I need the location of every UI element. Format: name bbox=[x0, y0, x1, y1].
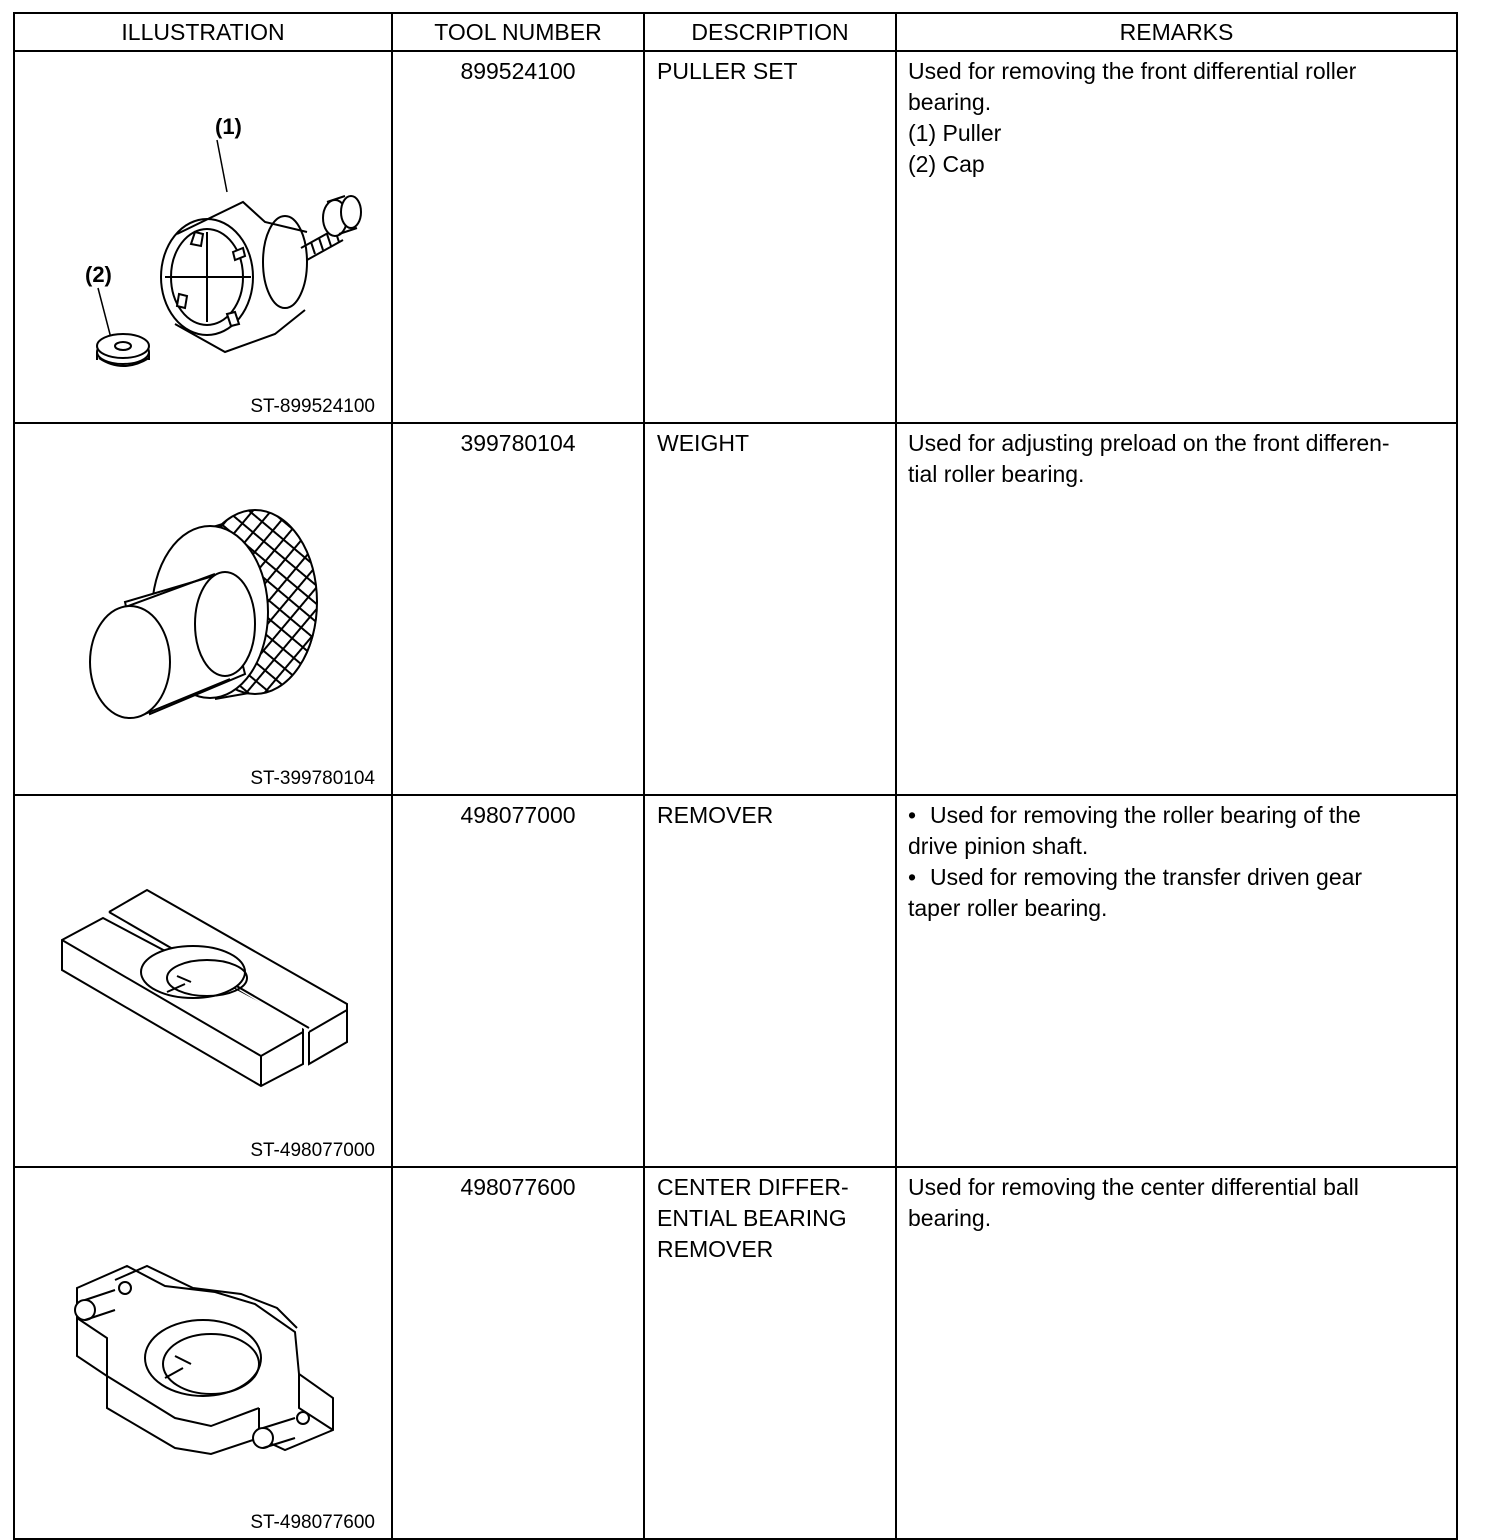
header-remarks: REMARKS bbox=[896, 13, 1457, 51]
remarks-cell bbox=[896, 423, 1457, 795]
description-line: ENTIAL BEARING bbox=[657, 1205, 847, 1231]
tool-number-cell: 498077000 bbox=[392, 795, 644, 1167]
table-row bbox=[14, 795, 1457, 1167]
header-illustration: ILLUSTRATION bbox=[14, 13, 392, 51]
remover-illustration bbox=[15, 796, 392, 1162]
remarks-cell bbox=[896, 1167, 1457, 1539]
description-line: REMOVER bbox=[657, 1236, 774, 1262]
description-line: PULLER SET bbox=[657, 58, 798, 84]
header-row bbox=[14, 13, 1457, 51]
description-line: REMOVER bbox=[657, 802, 774, 828]
tool-number-cell: 899524100 bbox=[392, 51, 644, 423]
description-cell bbox=[644, 795, 896, 1167]
weight-illustration bbox=[15, 424, 392, 790]
tool-number-cell: 399780104 bbox=[392, 423, 644, 795]
remarks-cell bbox=[896, 51, 1457, 423]
illustration-cell bbox=[14, 795, 392, 1167]
special-tools-table bbox=[13, 12, 1458, 1540]
description-line: WEIGHT bbox=[657, 430, 749, 456]
illustration-cell bbox=[14, 51, 392, 423]
illustration-code: ST-498077000 bbox=[250, 1140, 375, 1161]
puller-set-illustration bbox=[15, 52, 392, 418]
callout-1-label: (1) bbox=[215, 114, 242, 139]
illustration-code: ST-899524100 bbox=[250, 396, 375, 417]
description-cell bbox=[644, 1167, 896, 1539]
remarks-line: (2) Cap bbox=[908, 151, 985, 177]
remarks-line: drive pinion shaft. bbox=[908, 833, 1089, 859]
header-tool-number: TOOL NUMBER bbox=[392, 13, 644, 51]
remarks-line: (1) Puller bbox=[908, 120, 1002, 146]
remarks-bullet: • Used for removing the transfer driven gear bbox=[908, 862, 1446, 893]
header-description: DESCRIPTION bbox=[644, 13, 896, 51]
remarks-line: bearing. bbox=[908, 1205, 992, 1231]
description-cell bbox=[644, 51, 896, 423]
callout-2-label: (2) bbox=[85, 262, 112, 287]
illustration-code: ST-498077600 bbox=[250, 1512, 375, 1533]
remarks-line: Used for adjusting preload on the front differen- bbox=[908, 430, 1390, 456]
illustration-code: ST-399780104 bbox=[250, 768, 375, 789]
tool-number-cell: 498077600 bbox=[392, 1167, 644, 1539]
remarks-bullet: • Used for removing the roller bearing of the bbox=[908, 800, 1446, 831]
center-differential-bearing-remover-illustration bbox=[15, 1168, 392, 1534]
illustration-cell bbox=[14, 423, 392, 795]
remarks-line: Used for removing the front differential roller bbox=[908, 58, 1357, 84]
remarks-line: taper roller bearing. bbox=[908, 895, 1108, 921]
description-line: CENTER DIFFER- bbox=[657, 1174, 849, 1200]
remarks-cell bbox=[896, 795, 1457, 1167]
table-row bbox=[14, 51, 1457, 423]
description-cell bbox=[644, 423, 896, 795]
illustration-cell bbox=[14, 1167, 392, 1539]
table-row bbox=[14, 423, 1457, 795]
table-row bbox=[14, 1167, 1457, 1539]
remarks-line: bearing. bbox=[908, 89, 992, 115]
remarks-line: tial roller bearing. bbox=[908, 461, 1085, 487]
remarks-line: Used for removing the center differential ball bbox=[908, 1174, 1359, 1200]
